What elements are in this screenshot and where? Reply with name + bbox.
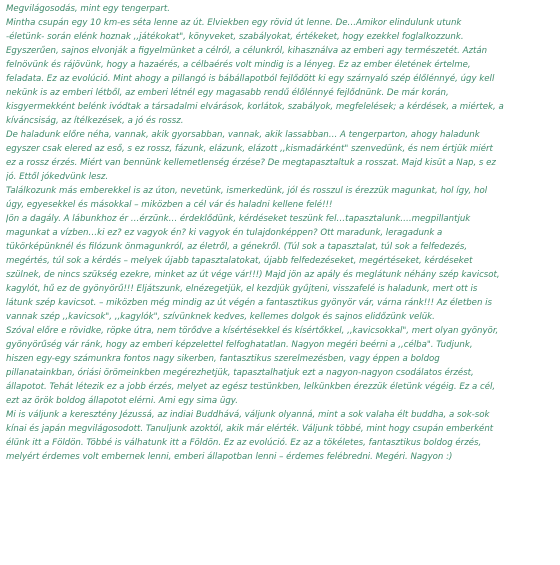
- text-line: gyönyörűség vár ránk, hogy az emberi képzelettel felfoghatatlan. Nagyon megéri beérni a ,,célba". Tudjunk,: [6, 340, 473, 350]
- text-line: pillanatainkban, óriási örömeinkben megérezhetjük, tapasztalhatjuk ezt a nagyon-nagyon csodálatos érzést,: [6, 368, 474, 378]
- text-line: élünk itt a Földön. Többé is válhatunk itt a Földön. Ez az evolúció. Ez az a tökéletes, fantasztikus boldog érzés,: [6, 438, 482, 448]
- text-line: feladata. Ez az evolúció. Mint ahogy a pillangó is bábállapotból fejlődött ki egy szárnyaló szép élőlénnyé, úgy kell: [6, 74, 495, 84]
- text-line: tükörképünknél és filózunk önmagunkról, az életről, a génekről. (Túl sok a tapasztalat, túl sok a felfedezés,: [6, 242, 468, 252]
- text-line: Találkozunk más emberekkel is az úton, nevetünk, ismerkedünk, jól és rosszul is érezzük magunkat, hol így, hol: [6, 186, 488, 196]
- text-line: kínai és japán megvilágosodott. Tanuljunk azoktól, akik már elérték. Váljunk többé, mint hogy csupán emberként: [6, 424, 494, 434]
- text-line: felnövünk és rájövünk, hogy a hazaérés, a célbaérés volt mindig is a lényeg. Ez az ember életének értelme,: [6, 60, 471, 70]
- text-line: kíváncsiság, az ítélkezések, a jó és rossz.: [6, 116, 184, 126]
- text-line: -életünk- során elénk hoznak ,,játékokat", könyveket, szabályokat, értékeket, hogy ezekkel foglalkozzunk.: [6, 32, 464, 42]
- text-line: látunk szép kavicsot. – miközben még mindig az út végén a fantasztikus gyönyör vár, várna ránk!!! Az életben is: [6, 298, 492, 308]
- text-line: magunkat a vízben…ki ez? ez vagyok én? ki vagyok én tulajdonképpen? Ott maradunk, leragadunk a: [6, 228, 443, 238]
- text-line: állapotot. Tehát létezik ez a jobb érzés, melyet az egész testünkben, lelkünkben érezzük életünk végéig. Ez a cél,: [6, 382, 496, 392]
- text-line: nekünk is az emberi létből, az emberi létnél egy magasabb rendű élőlénnyé fejlődnünk. De már korán,: [6, 88, 449, 98]
- text-line: vannak szép ,,kavicsok", ,,kagylók", szívünknek kedves, kellemes dolgok és sajnos elidőzünk velük.: [6, 312, 435, 322]
- document-text: [6, 2, 554, 464]
- text-line: Mintha csupán egy 10 km-es séta lenne az út. Elviekben egy rövid út lenne. De…Amikor elindulunk utunk: [6, 18, 462, 28]
- text-line: kisgyermekként belénk ivódtak a társadalmi elvárások, korlátok, szabályok, megfelelések; a kérdések, a miértek, a: [6, 102, 504, 112]
- document-title: Megvilágosodás, mint egy tengerpart.: [6, 4, 170, 14]
- text-line: De haladunk előre néha, vannak, akik gyorsabban, vannak, akik lassabban… A tengerparton, ahogy haladunk: [6, 130, 480, 140]
- text-line: melyért érdemes volt embernek lenni, emberi állapotban lenni – érdemes felébredni. Megéri. Nagyon :): [6, 452, 453, 462]
- text-line: kagylót, hű ez de gyönyörű!!! Eljátszunk, elnézegetjük, el kezdjük gyűjteni, visszafelé is haladunk, mert ott is: [6, 284, 478, 294]
- text-line: Egyszerűen, sajnos elvonják a figyelmünket a célról, a célunkról, kihasználva az emberi agy természetét. Aztán: [6, 46, 488, 56]
- text-line: megértés, túl sok a kérdés – melyek újabb tapasztalatokat, újabb felfedezéseket, megértéseket, kérdéseket: [6, 256, 473, 266]
- text-line: Jön a dagály. A lábunkhoz ér …érzünk… érdeklődünk, kérdéseket teszünk fel…tapasztalunk….megpillantjuk: [6, 214, 471, 224]
- text-line: egyszer csak elered az eső, s ez rossz, fázunk, elázunk, elázott ,,kismadárként" szenvedünk, és nem értjük miért: [6, 144, 493, 154]
- text-line: Mi is váljunk a keresztény Jézussá, az indiai Buddhává, váljunk olyanná, mint a sok valaha élt buddha, a sok-sok: [6, 410, 490, 420]
- text-line: jó. Ettől jókedvünk lesz.: [6, 172, 109, 182]
- text-line: úgy, egyesekkel és másokkal – miközben a cél vár és haladni kellene felé!!!: [6, 200, 333, 210]
- text-line: szülnek, de nincs szükség ezekre, minket az út vége vár!!!) Majd jön az apály és meglátunk néhány szép kavicsot,: [6, 270, 500, 280]
- text-line: ezt az örök boldog állapotot elérni. Ami egy sima ügy.: [6, 396, 238, 406]
- text-line: Szóval előre e rövidke, röpke útra, nem törődve a kísértésekkel és kísértőkkel, ,,kavicsokkal", mert olyan gyönyör,: [6, 326, 499, 336]
- text-line: hiszen egy-egy számunkra fontos nagy sikerben, fantasztikus szerelmezésben, vagy éppen a boldog: [6, 354, 440, 364]
- text-line: ez a rossz érzés. Miért van bennünk kellemetlenség érzése? De megtapasztaltuk a rosszat. Majd kisüt a Nap, s ez: [6, 158, 496, 168]
